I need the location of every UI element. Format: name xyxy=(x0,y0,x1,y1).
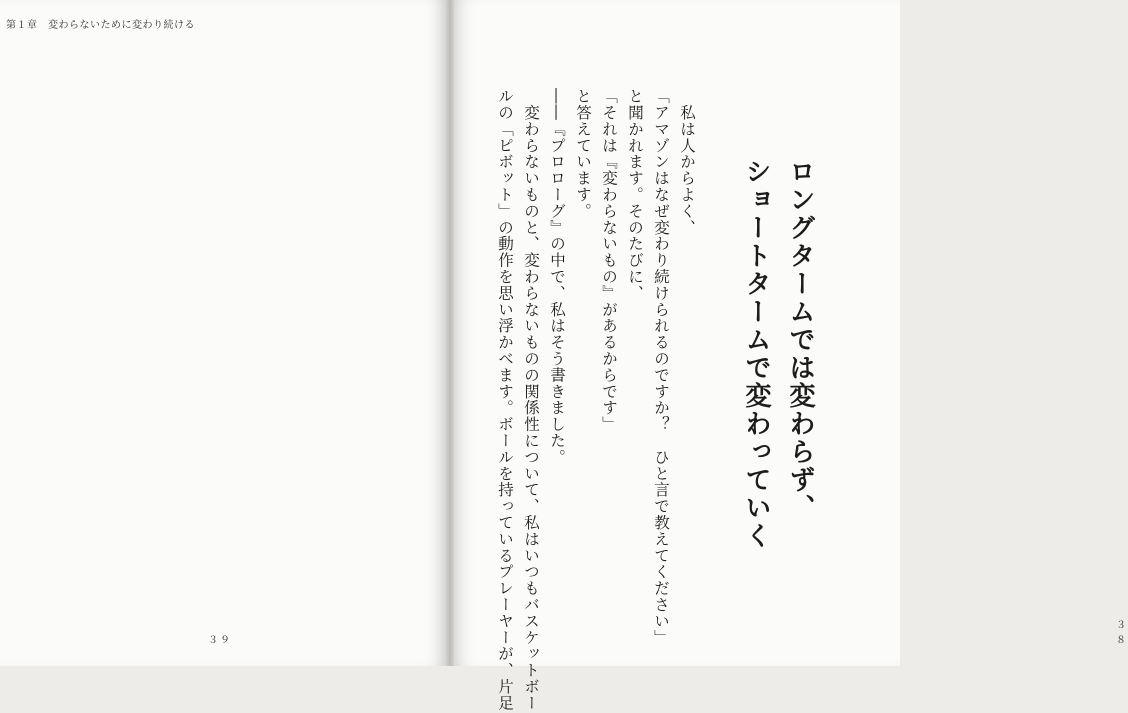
running-head: 第１章 変わらないために変わり続ける xyxy=(6,20,195,31)
text-line: と聞かれます。そのたびに、 xyxy=(626,88,644,302)
title-line: ショートタームで変わっていく xyxy=(741,158,771,550)
section-title xyxy=(734,158,822,550)
left-page xyxy=(0,0,446,666)
left-page-number: ３９ xyxy=(208,635,232,646)
text-line: ルの「ピボット」の動作を思い浮かべます。ボールを持っているプレーヤーが、片足 xyxy=(496,88,514,712)
right-page-number: ３８ xyxy=(1116,620,1128,646)
text-line: 「それは『変わらないもの』があるからです」 xyxy=(600,88,618,433)
right-page-body xyxy=(492,88,700,712)
text-line: 変わらないものと、変わらないものの関係性について、私はいつもバスケットボー xyxy=(522,88,540,712)
text-line: ――『プロローグ』の中で、私はそう書きました。 xyxy=(548,88,566,466)
text-line: 私は人からよく、 xyxy=(678,88,696,236)
book-gutter xyxy=(446,0,454,666)
title-line: ロングタームでは変わらず、 xyxy=(785,158,815,522)
text-line: 「アマゾンはなぜ変わり続けられるのですか？ ひと言で教えてください」 xyxy=(652,88,670,646)
right-page xyxy=(454,0,1128,712)
text-line: と答えています。 xyxy=(574,88,592,220)
